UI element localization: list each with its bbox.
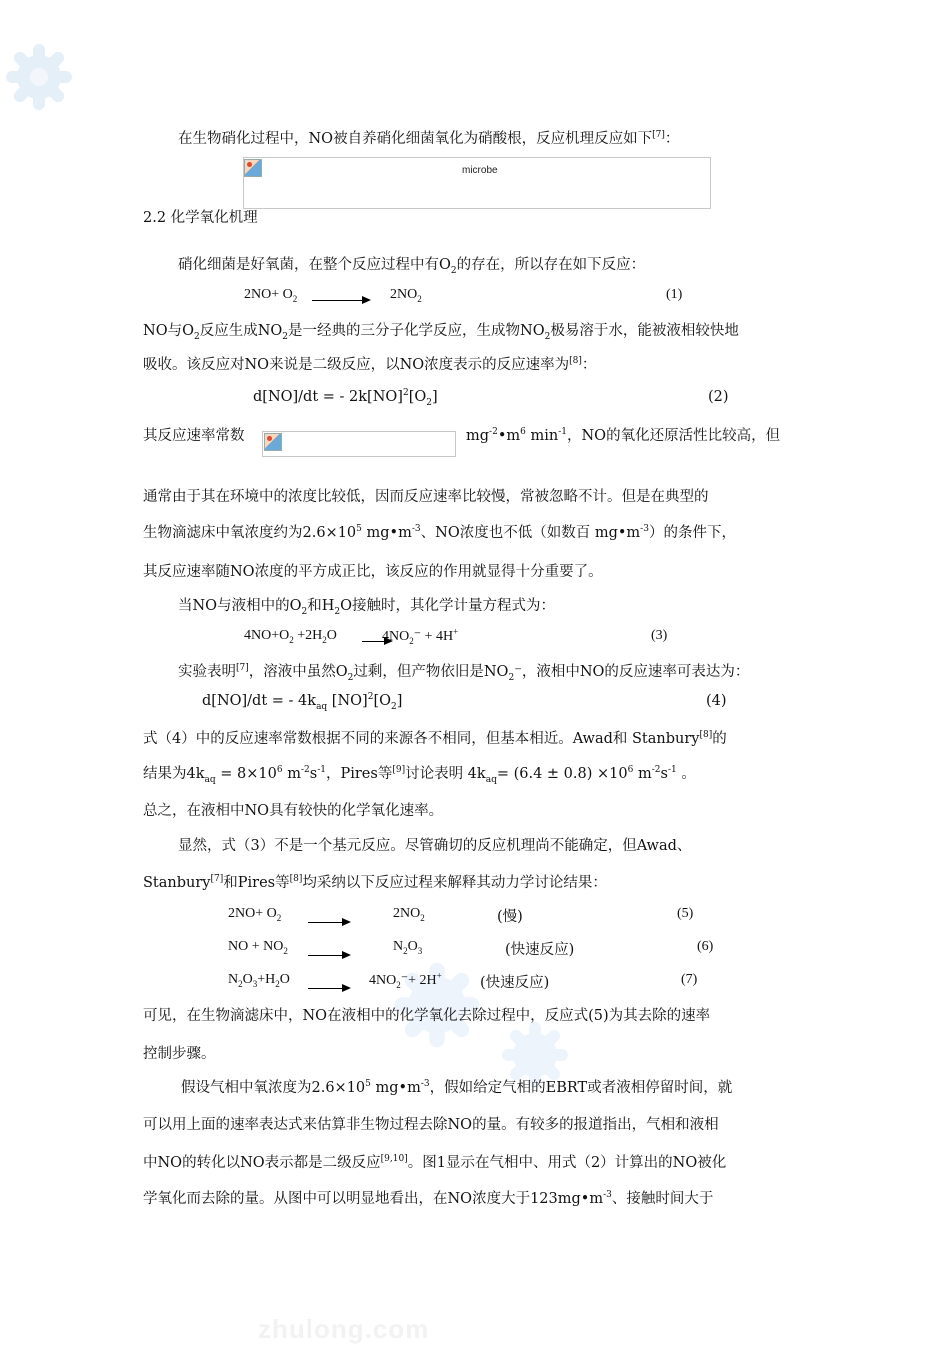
paragraph-mechanism-line1: 显然，式（3）不是一个基元反应。尽管确切的反应机理尚不能确定，但Awad、: [178, 838, 692, 854]
paragraph-aerobic: 硝化细菌是好氧菌，在整个反应过程中有$O_2$的存在，所以存在如下反应：: [178, 257, 646, 276]
section-heading: 2.2 化学氧化机理: [143, 210, 258, 226]
paragraph-nitrification: 在生物硝化过程中，NO被自养硝化细菌氧化为硝酸根，反应机理反应如下[7]：: [178, 130, 680, 147]
broken-image-icon: [264, 433, 282, 451]
equation-2: d[NO]/dt = - $2k[NO]^2[O_2]$: [253, 388, 438, 408]
paragraph-estimate-line3: 中NO的转化以NO表示都是二级反应[9,10]。图1显示在气相中、用式（2）计算出的NO被化: [143, 1154, 727, 1171]
image-caption: microbe: [462, 165, 498, 176]
equation-5-lhs: $2NO+ O_2$: [228, 906, 282, 923]
equation-6-number: (6): [697, 939, 714, 954]
rate-constant-prefix: 其反应速率常数: [143, 428, 245, 444]
rate-constant-image-placeholder: [262, 431, 456, 457]
equation-3-lhs: $4NO+O_2 +2H_2O$: [244, 628, 337, 645]
paragraph-conclusion-line1: 可见，在生物滴滤床中，NO在液相中的化学氧化去除过程中，反应式(5)为其去除的速率: [143, 1008, 711, 1024]
paragraph-conclusion-line2: 控制步骤。: [143, 1046, 216, 1062]
equation-7-lhs: $N_2O_3+H_2O$: [228, 972, 290, 989]
paragraph-rate-constants-line1: 式（4）中的反应速率常数根据不同的来源各不相同，但基本相近。Awad和 Stanbury[8]的: [143, 730, 727, 747]
equation-7-note: (快速反应): [480, 975, 550, 991]
paragraph-environment-line3: 其反应速率随NO浓度的平方成正比，该反应的作用就显得十分重要了。: [143, 564, 603, 580]
equation-3-number: (3): [651, 628, 668, 643]
equation-5-rhs: $2NO_2$: [393, 906, 425, 923]
equation-7-number: (7): [681, 972, 698, 987]
paragraph-trimolecular-line2: 吸收。该反应对NO来说是二级反应，以NO浓度表示的反应速率为[8]：: [143, 356, 597, 373]
paragraph-mechanism-line2: Stanbury[7]和Pires等[8]均采纳以下反应过程来解释其动力学讨论结果：: [143, 874, 607, 891]
equation-2-number: (2): [708, 389, 729, 405]
paragraph-estimate-line4: 学氧化而去除的量。从图中可以明显地看出，在NO浓度大于$123mg•m^{-3}$、接触时间大于: [143, 1190, 714, 1207]
reaction-arrow: [312, 300, 368, 301]
equation-1-rhs: $2NO_2$: [390, 287, 422, 304]
footer-watermark: zhulong.com: [258, 1314, 430, 1344]
equation-6-note: (快速反应): [505, 942, 575, 958]
reaction-arrow: [308, 955, 348, 956]
equation-3-rhs: $4NO_2^- + 4H^+$: [382, 626, 459, 646]
paragraph-trimolecular-line1: NO与$O_2$反应生成$NO_2$是一经典的三分子化学反应，生成物$NO_2$极易溶于水，能被液相较快地: [143, 323, 739, 342]
reaction-arrow: [308, 922, 348, 923]
broken-image-icon: [244, 159, 262, 177]
equation-4-number: (4): [706, 693, 727, 709]
equation-5-note: (慢): [497, 909, 523, 925]
paragraph-estimate-line1: 假设气相中氧浓度为$2.6\times 10^5$ $mg•m^{-3}$，假如给定气相的EBRT或者液相停留时间，就: [181, 1079, 733, 1096]
equation-5-number: (5): [677, 906, 694, 921]
reaction-arrow: [308, 988, 348, 989]
snowflake-logo-icon: [4, 42, 74, 112]
paragraph-environment-line2: 生物滴滤床中氧浓度约为$2.6\times 10^5$ $mg•m^{-3}$、NO浓度也不低（如数百 $mg•m^{-3}$）的条件下，: [143, 524, 736, 541]
paragraph-rate-constants-line3: 总之，在液相中NO具有较快的化学氧化速率。: [143, 803, 444, 819]
paragraph-estimate-line2: 可以用上面的速率表达式来估算非生物过程去除NO的量。有较多的报道指出，气相和液相: [143, 1117, 719, 1133]
paragraph-environment-line1: 通常由于其在环境中的浓度比较低，因而反应速率比较慢，常被忽略不计。但是在典型的: [143, 489, 709, 505]
equation-1-lhs: $2NO+ O_2$: [244, 287, 298, 304]
rate-constant-units: $mg^{-2}•m^6$ $\min^{-1}$，NO的氧化还原活性比较高，但: [466, 427, 781, 444]
equation-7-rhs: $4NO_2^-+ 2H^+$: [369, 970, 442, 990]
equation-1-number: (1): [666, 287, 683, 302]
equation-6-lhs: NO + $NO_2$: [228, 939, 288, 956]
paragraph-rate-constants-line2: 结果为$4k_{aq} = 8\times 10^6$ $m^{-2}s^{-1}$，Pires等[9]讨论表明 $4k_{aq}= (6.4 \pm 0.8) \times 10^6$ $m^{-2}s^{-1}$ 。: [143, 765, 696, 785]
paragraph-experiment: 实验表明[7]，溶液中虽然$O_2$过剩，但产物依旧是$NO_2^-$，液相中NO的反应速率可表达为：: [178, 663, 750, 683]
equation-4: d[NO]/dt = - $4k_{aq}$ $[NO]^2[O_2]$: [202, 692, 403, 712]
paragraph-liquid-contact: 当NO与液相中的$O_2$和$H_2O$接触时，其化学计量方程式为：: [178, 598, 555, 617]
equation-6-rhs: $N_2O_3$: [393, 939, 423, 956]
